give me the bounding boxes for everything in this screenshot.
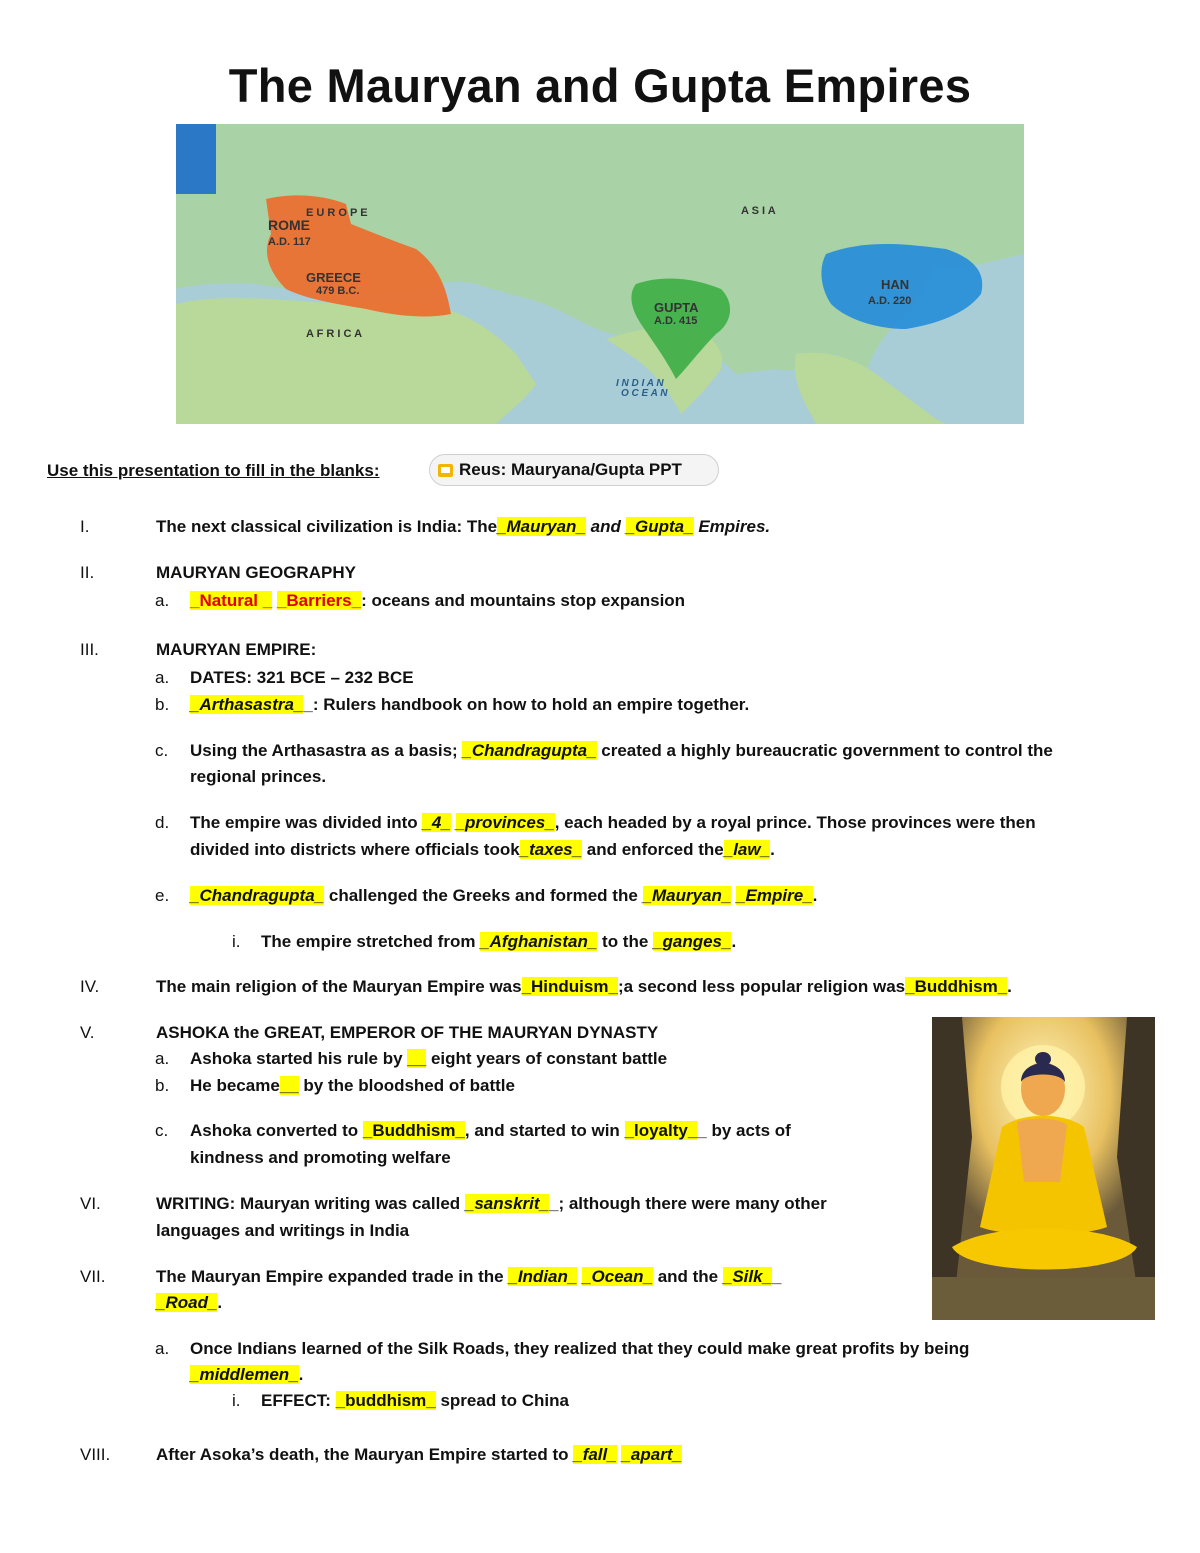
map-label-indian: I N D I A N xyxy=(616,378,664,389)
empires-map xyxy=(176,124,1024,424)
instruction: Use this presentation to fill in the blanks: xyxy=(47,461,380,480)
item-5-heading: ASHOKA the GREAT, EMPEROR OF THE MAURYAN DYNASTY xyxy=(156,1023,659,1042)
numeral: a. xyxy=(155,1049,170,1068)
numeral: d. xyxy=(155,813,170,832)
numeral: V. xyxy=(80,1023,95,1042)
numeral: a. xyxy=(155,1339,170,1358)
item-3d: The empire was divided into _4_ _provinces_, each headed by a royal prince. Those provinces were then xyxy=(190,813,1036,832)
map-label-asia: A S I A xyxy=(741,205,776,217)
page-title: The Mauryan and Gupta Empires xyxy=(228,59,972,112)
map-label-han-date: A.D. 220 xyxy=(868,295,912,307)
item-2a: _Natural _ _Barriers_: oceans and mountains stop expansion xyxy=(190,591,686,610)
map-label-europe: E U R O P E xyxy=(306,207,368,219)
map-label-han: HAN xyxy=(881,277,910,292)
chip-label: Reus: Mauryana/Gupta PPT xyxy=(459,460,682,479)
item-8: After Asoka’s death, the Mauryan Empire started to _fall_ _apart_ xyxy=(156,1445,682,1464)
numeral: c. xyxy=(155,1121,169,1140)
item-2-heading: MAURYAN GEOGRAPHY xyxy=(156,563,356,582)
numeral: I. xyxy=(80,517,90,536)
item-3-heading: MAURYAN EMPIRE: xyxy=(156,640,317,659)
item-7-cont: _Road_. xyxy=(156,1293,223,1312)
map-label-gupta-date: A.D. 415 xyxy=(654,315,698,327)
item-3c: Using the Arthasastra as a basis; _Chandragupta_ created a highly bureaucratic government to control the xyxy=(190,741,1053,760)
buddha-image xyxy=(932,1017,1155,1320)
item-3e: _Chandragupta_ challenged the Greeks and formed the _Mauryan_ _Empire_. xyxy=(190,886,818,905)
item-4: The main religion of the Mauryan Empire was_Hinduism_;a second less popular religion was_Buddhism_. xyxy=(156,977,1012,996)
buddha-ushnisha xyxy=(1035,1052,1051,1066)
numeral: III. xyxy=(80,640,99,659)
numeral: VI. xyxy=(80,1194,101,1213)
map-label-rome: ROME xyxy=(268,217,310,233)
map-label-rome-date: A.D. 117 xyxy=(268,236,311,248)
map-label-africa: A F R I C A xyxy=(306,328,363,340)
map-label-ocean: O C E A N xyxy=(621,388,668,399)
item-1: The next classical civilization is India: The_Mauryan_ and _Gupta_ Empires. xyxy=(156,517,771,536)
numeral: e. xyxy=(155,886,170,905)
item-3e-i: The empire stretched from _Afghanistan_ to the _ganges_. xyxy=(261,932,737,951)
numeral: VII. xyxy=(80,1267,106,1286)
item-5b: He became__ by the bloodshed of battle xyxy=(190,1076,515,1095)
map-label-greece-date: 479 B.C. xyxy=(316,285,360,297)
map-label-gupta: GUPTA xyxy=(654,300,699,315)
map-label-greece: GREECE xyxy=(306,270,361,285)
item-6-cont: languages and writings in India xyxy=(156,1221,410,1240)
item-5a: Ashoka started his rule by __ eight years of constant battle xyxy=(190,1049,668,1068)
buddha-chest xyxy=(1017,1119,1067,1182)
item-7a-i: EFFECT: _buddhism_ spread to China xyxy=(261,1391,569,1410)
ground xyxy=(932,1277,1155,1320)
numeral: i. xyxy=(232,932,241,951)
item-7a: Once Indians learned of the Silk Roads, they realized that they could make great profits by being xyxy=(190,1339,970,1358)
item-3c-cont: regional princes. xyxy=(190,767,327,786)
numeral: a. xyxy=(155,591,170,610)
item-7a-cont: _middlemen_. xyxy=(190,1365,304,1384)
presentation-link-chip[interactable] xyxy=(429,454,719,486)
item-3d-cont: divided into districts where officials took_taxes_ and enforced the_law_. xyxy=(190,840,775,859)
numeral: VIII. xyxy=(80,1445,111,1464)
item-5c: Ashoka converted to _Buddhism_, and started to win _loyalty__ by acts of xyxy=(190,1121,791,1140)
numeral: b. xyxy=(155,695,170,714)
numeral: b. xyxy=(155,1076,170,1095)
numeral: II. xyxy=(80,563,95,582)
item-7: The Mauryan Empire expanded trade in the _Indian_ _Ocean_ and the _Silk__ xyxy=(156,1267,782,1286)
numeral: a. xyxy=(155,668,170,687)
numeral: i. xyxy=(232,1391,241,1410)
item-3a: DATES: 321 BCE – 232 BCE xyxy=(190,668,414,687)
slides-icon xyxy=(438,464,453,477)
map-corner-tab xyxy=(176,124,216,194)
item-5c-cont: kindness and promoting welfare xyxy=(190,1148,451,1167)
numeral: IV. xyxy=(80,977,100,996)
item-3b: _Arthasastra__: Rulers handbook on how to hold an empire together. xyxy=(190,695,750,714)
item-6: WRITING: Mauryan writing was called _sanskrit__; although there were many other xyxy=(156,1194,827,1213)
numeral: c. xyxy=(155,741,169,760)
